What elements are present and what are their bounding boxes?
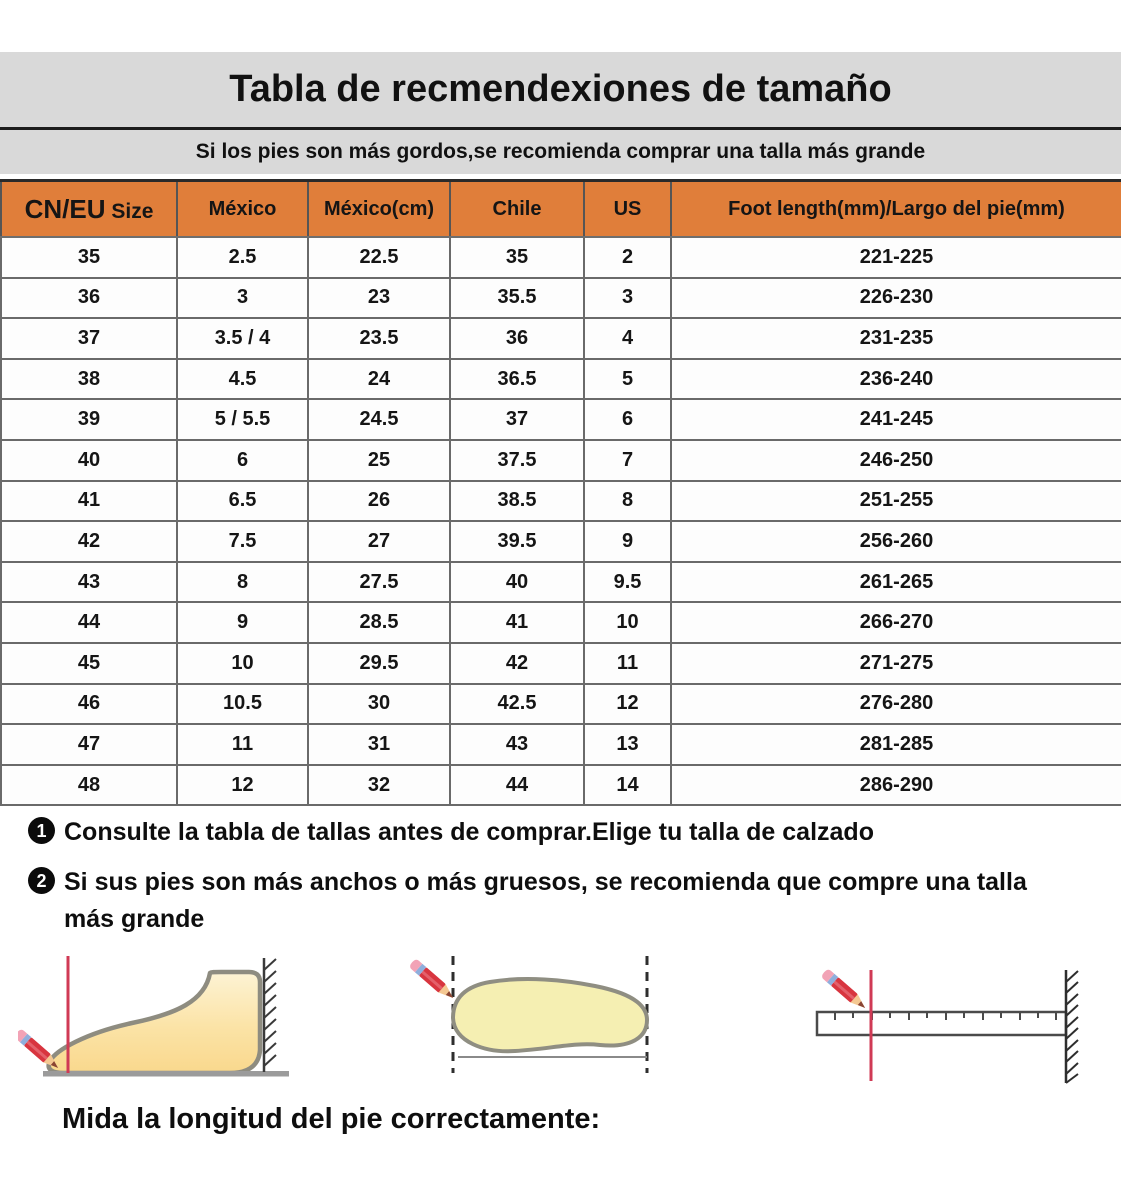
size-cell: 5: [584, 359, 671, 400]
size-cell: 36.5: [450, 359, 584, 400]
size-cell: 46: [1, 684, 177, 725]
size-cell: 251-255: [671, 481, 1121, 522]
size-cell: 42: [1, 521, 177, 562]
size-cell: 28.5: [308, 602, 450, 643]
table-row: [1, 562, 1121, 603]
size-cell: 10.5: [177, 684, 308, 725]
size-cell: 3.5 / 4: [177, 318, 308, 359]
ruler-body: [817, 1012, 1066, 1035]
table-row: [1, 318, 1121, 359]
size-cell: 40: [450, 562, 584, 603]
size-cell: 35.5: [450, 278, 584, 319]
size-cell: 29.5: [308, 643, 450, 684]
size-cell: 26: [308, 481, 450, 522]
subtitle-band: [0, 130, 1121, 174]
size-cell: 281-285: [671, 724, 1121, 765]
size-cell: 43: [1, 562, 177, 603]
pencil-icon: [820, 968, 868, 1012]
pencil-icon: [18, 1028, 62, 1072]
size-cell: 10: [177, 643, 308, 684]
col-header-size: Size: [105, 199, 154, 223]
size-cell: 30: [308, 684, 450, 725]
size-cell: 12: [177, 765, 308, 806]
size-cell: 271-275: [671, 643, 1121, 684]
size-cell: 13: [584, 724, 671, 765]
size-cell: 24.5: [308, 399, 450, 440]
size-cell: 10: [584, 602, 671, 643]
size-cell: 3: [584, 278, 671, 319]
size-cell: 24: [308, 359, 450, 400]
size-cell: 41: [1, 481, 177, 522]
size-cell: 7: [584, 440, 671, 481]
col-header-cneu: CN/EU: [24, 193, 106, 224]
size-cell: 11: [584, 643, 671, 684]
wall-hatching: [1066, 971, 1078, 1083]
size-cell: 4: [584, 318, 671, 359]
note-2-text: Si sus pies son más anchos o más gruesos, se recomienda que compre una talla más grande: [64, 868, 1027, 933]
size-cell: 38: [1, 359, 177, 400]
measuring-illustrations: [0, 946, 1121, 1108]
size-cell: 43: [450, 724, 584, 765]
table-row: [1, 684, 1121, 725]
footer-caption: Mida la longitud del pie correctamente:: [62, 1103, 601, 1135]
size-cell: 9: [177, 602, 308, 643]
size-cell: 221-225: [671, 237, 1121, 278]
table-row: [1, 724, 1121, 765]
table-row: [1, 278, 1121, 319]
notes-section: [28, 814, 1098, 951]
title-band: [0, 52, 1121, 127]
size-cell: 42.5: [450, 684, 584, 725]
size-cell: 12: [584, 684, 671, 725]
size-cell: 8: [584, 481, 671, 522]
size-cell: 37: [1, 318, 177, 359]
size-cell: 44: [450, 765, 584, 806]
size-cell: 40: [1, 440, 177, 481]
size-cell: 256-260: [671, 521, 1121, 562]
size-cell: 38.5: [450, 481, 584, 522]
size-cell: 23: [308, 278, 450, 319]
size-cell: 47: [1, 724, 177, 765]
size-cell: 44: [1, 602, 177, 643]
size-cell: 9: [584, 521, 671, 562]
size-cell: 276-280: [671, 684, 1121, 725]
table-row: [1, 602, 1121, 643]
size-cell: 3: [177, 278, 308, 319]
size-cell: 37: [450, 399, 584, 440]
note-1-text: Consulte la tabla de tallas antes de comprar.Elige tu talla de calzado: [64, 818, 874, 846]
table-row: [1, 359, 1121, 400]
size-cell: 32: [308, 765, 450, 806]
col-header-mexico-cm: México(cm): [308, 181, 450, 238]
size-cell: 9.5: [584, 562, 671, 603]
col-header-mexico: México: [177, 181, 308, 238]
size-cell: 2: [584, 237, 671, 278]
size-cell: 266-270: [671, 602, 1121, 643]
size-cell: 14: [584, 765, 671, 806]
size-cell: 36: [1, 278, 177, 319]
wall-hatching: [264, 959, 276, 1066]
size-cell: 241-245: [671, 399, 1121, 440]
size-cell: 45: [1, 643, 177, 684]
size-cell: 39.5: [450, 521, 584, 562]
size-cell: 37.5: [450, 440, 584, 481]
size-cell: 6: [584, 399, 671, 440]
col-header-foot-length: Foot length(mm)/Largo del pie(mm): [671, 181, 1121, 238]
table-header-row: [1, 181, 1121, 238]
size-cell: 261-265: [671, 562, 1121, 603]
page-title: Tabla de recmendexiones de tamaño: [229, 68, 892, 110]
note-1-number-badge: 1: [28, 817, 55, 844]
size-cell: 39: [1, 399, 177, 440]
size-cell: 4.5: [177, 359, 308, 400]
col-header-cneu-size: [1, 181, 177, 238]
size-cell: 286-290: [671, 765, 1121, 806]
note-2-number-badge: 2: [28, 867, 55, 894]
size-cell: 6.5: [177, 481, 308, 522]
size-cell: 23.5: [308, 318, 450, 359]
size-table-body: [1, 237, 1121, 805]
size-cell: 6: [177, 440, 308, 481]
foot-sole-shape: [453, 979, 647, 1051]
size-cell: 42: [450, 643, 584, 684]
size-cell: 5 / 5.5: [177, 399, 308, 440]
col-header-us: US: [584, 181, 671, 238]
size-cell: 7.5: [177, 521, 308, 562]
table-row: [1, 399, 1121, 440]
table-row: [1, 765, 1121, 806]
size-cell: 31: [308, 724, 450, 765]
size-chart-table: [0, 179, 1121, 806]
ground-line: [43, 1071, 289, 1077]
table-row: [1, 643, 1121, 684]
size-cell: 22.5: [308, 237, 450, 278]
size-cell: 41: [450, 602, 584, 643]
col-header-chile: Chile: [450, 181, 584, 238]
size-cell: 8: [177, 562, 308, 603]
table-row: [1, 440, 1121, 481]
size-cell: 11: [177, 724, 308, 765]
foot-sole-measure-illustration: [390, 946, 680, 1106]
table-row: [1, 237, 1121, 278]
size-cell: 246-250: [671, 440, 1121, 481]
size-cell: 231-235: [671, 318, 1121, 359]
pencil-icon: [408, 958, 456, 1002]
size-cell: 226-230: [671, 278, 1121, 319]
size-cell: 35: [450, 237, 584, 278]
size-cell: 27: [308, 521, 450, 562]
foot-side-measure-illustration: [18, 946, 318, 1106]
page-subtitle: Si los pies son más gordos,se recomienda comprar una talla más grande: [195, 140, 926, 163]
size-cell: 48: [1, 765, 177, 806]
note-2: [28, 864, 1098, 938]
ruler-measure-illustration: [795, 946, 1115, 1106]
table-row: [1, 481, 1121, 522]
size-cell: 36: [450, 318, 584, 359]
size-cell: 2.5: [177, 237, 308, 278]
size-cell: 35: [1, 237, 177, 278]
size-cell: 27.5: [308, 562, 450, 603]
size-cell: 25: [308, 440, 450, 481]
note-1: [28, 814, 1098, 851]
size-cell: 236-240: [671, 359, 1121, 400]
table-row: [1, 521, 1121, 562]
foot-side-shape: [49, 972, 260, 1073]
